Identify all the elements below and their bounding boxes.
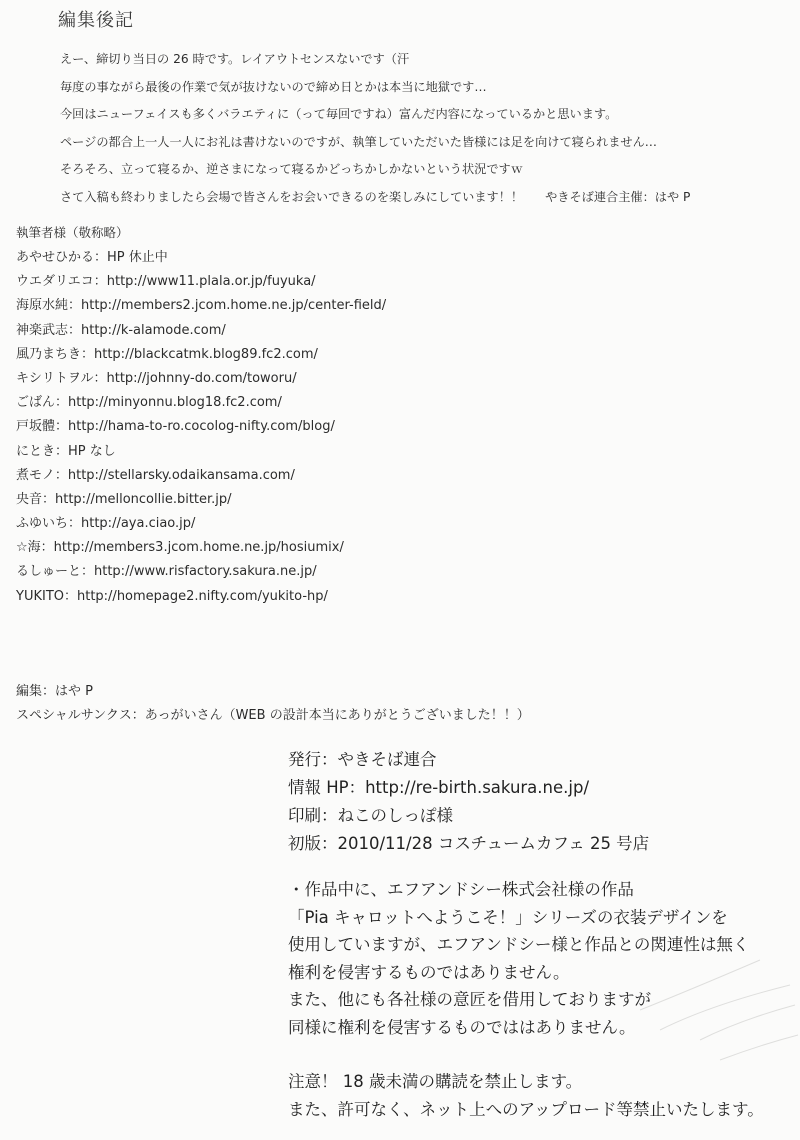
contributor-entry: ウエダリエコ：http://www11.plala.or.jp/fuyuka/ [16,274,316,290]
info-homepage: 情報 HP：http://re-birth.sakura.ne.jp/ [288,778,590,797]
age-warning [288,1068,764,1124]
page-title: 編集後記 [58,10,134,31]
contributor-entry: 風乃まちき：http://blackcatmk.blog89.fc2.com/ [16,346,318,362]
contributors-heading: 執筆者様（敬称略） [16,225,129,240]
contributor-entry: ☆海：http://members3.jcom.home.ne.jp/hosiumix/ [16,540,344,556]
publication-info [288,746,649,858]
contributor-entry: にとき：HP なし [16,443,116,459]
contributor-entry: ごばん：http://minyonnu.blog18.fc2.com/ [16,395,282,411]
warning-line: また、許可なく、ネット上へのアップロード等禁止いたします。 [288,1100,764,1119]
contributor-entry: 煮モノ：http://stellarsky.odaikansama.com/ [16,467,295,483]
contributors-list [16,220,386,609]
notice-line: また、他にも各社様の意匠を借用しておりますが [288,990,651,1009]
printer: 印刷：ねこのしっぽ様 [288,806,453,825]
notice-line: 同様に権利を侵害するものでははありません。 [288,1017,636,1037]
notice-line: 使用していますが、エフアンドシー様と作品との関連性は無く [288,935,750,954]
contributor-entry: 海原水純：http://members2.jcom.home.ne.jp/center-field/ [16,298,387,314]
contributor-entry: るしゅーと：http://www.risfactory.sakura.ne.jp/ [16,564,317,580]
special-thanks: スペシャルサンクス：あっがいさん（WEB の設計本当にありがとうございました！！） [16,708,530,723]
afterword-message [60,46,790,212]
message-line: 今回はニューフェイスも多くバラエティに（って毎回ですね）富んだ内容になっているかと思います。 [60,107,618,122]
contributor-entry: ふゆいち：http://aya.ciao.jp/ [16,516,196,532]
copyright-notice [288,876,749,1041]
contributor-entry: キシリトヲル：http://johnny-do.com/toworu/ [16,370,297,386]
notice-line: 「Pia キャロットへようこそ！」シリーズの衣装デザインを [288,907,728,927]
message-line: ページの都合上一人一人にお礼は書けないのですが、執筆していただいた皆様には足を向けて寝られません… [60,134,657,149]
message-line: えー、締切り当日の 26 時です。レイアウトセンスないです（汗 [60,52,410,66]
editor-credit: 編集：はや P [16,684,93,699]
message-line-last [60,184,790,212]
warning-line: 注意！ 18 歳未満の購読を禁止します。 [288,1072,583,1091]
first-edition: 初版：2010/11/28 コスチュームカフェ 25 号店 [288,834,650,853]
contributor-entry: YUKITO：http://homepage2.nifty.com/yukito-hp/ [16,588,328,604]
organizer-signature: やきそば連合主催：はや P [545,189,691,204]
contributor-entry: 戸坂體：http://hama-to-ro.cocolog-nifty.com/blog/ [16,419,335,435]
contributor-entry: 神楽武志：http://k-alamode.com/ [16,322,226,338]
notice-line: ・作品中に、エフアンドシー株式会社様の作品 [288,880,634,899]
contributor-entry: 央音：http://melloncollie.bitter.jp/ [16,491,232,507]
message-text: さて入稿も終わりましたら会場で皆さんをお会いできるのを楽しみにしています！！ [60,189,524,204]
contributor-entry: あやせひかる：HP 休止中 [16,250,168,265]
credits [16,680,530,728]
notice-line: 権利を侵害するものではありません。 [288,962,570,982]
publisher: 発行：やきそば連合 [288,750,437,769]
message-line: 毎度の事ながら最後の作業で気が抜けないので締め日とかは本当に地獄です… [60,79,487,94]
message-line: そろそろ、立って寝るか、逆さまになって寝るかどっちかしかないという状況ですｗ [60,162,523,177]
